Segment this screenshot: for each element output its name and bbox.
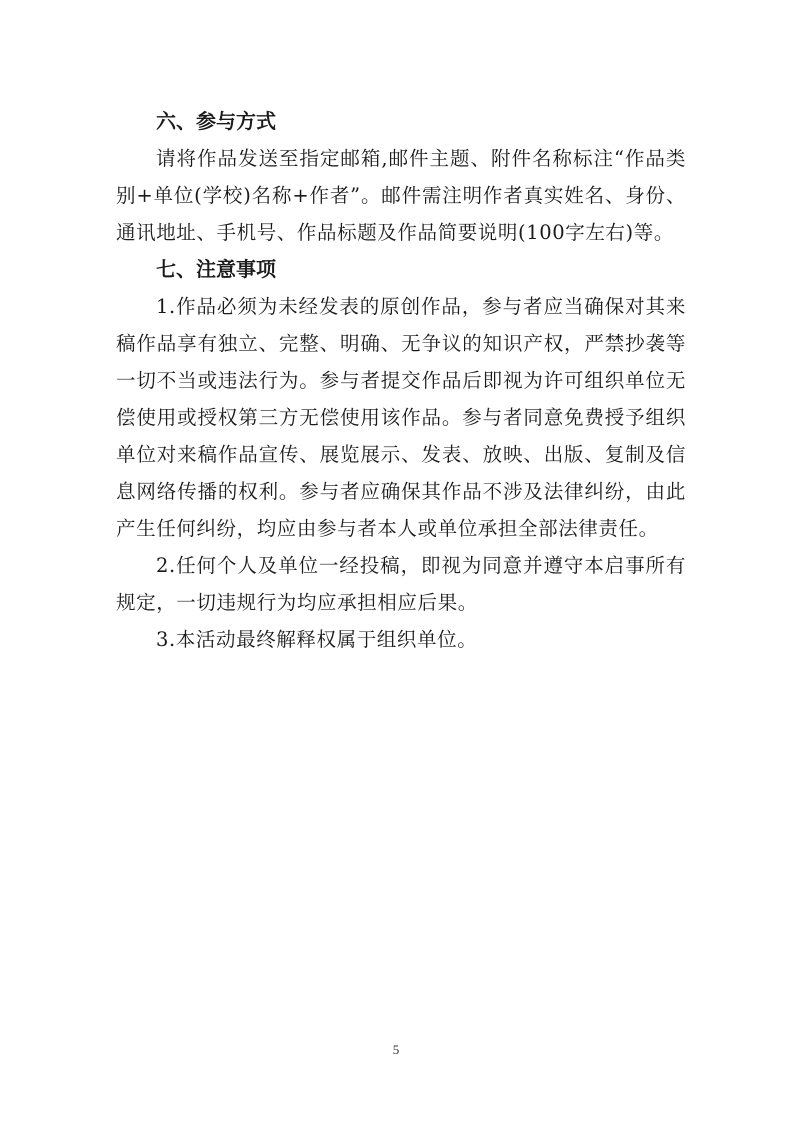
document-body <box>116 103 686 658</box>
page-number: 5 <box>392 1042 400 1057</box>
paragraph-note-1: 1.作品必须为未经发表的原创作品，参与者应当确保对其来稿作品享有独立、完整、明确、无争议的知识产权，严禁抄袭等一切不当或违法行为。参与者提交作品后即视为许可组织单位无偿使用或授权第三方无偿使用该作品。参与者同意免费授予组织单位对来稿作品宣传、展览展示、发表、放映、出版、复制及信息网络传播的权利。参与者应确保其作品不涉及法律纠纷，由此产生任何纠纷，均应由参与者本人或单位承担全部法律责任。 <box>116 295 686 540</box>
paragraph-note-3: 3.本活动最终解释权属于组织单位。 <box>156 628 478 651</box>
section-heading-participation: 六、参与方式 <box>156 109 276 133</box>
paragraph-note-2: 2.任何个人及单位一经投稿，即视为同意并遵守本启事所有规定，一切违规行为均应承担相应后果。 <box>116 554 686 614</box>
section-notes <box>116 251 686 658</box>
section-participation <box>116 103 686 251</box>
section-heading-notes: 七、注意事项 <box>156 257 276 281</box>
paragraph-participation-method: 请将作品发送至指定邮箱,邮件主题、附件名称标注“作品类别+单位(学校)名称+作者”。邮件需注明作者真实姓名、身份、通讯地址、手机号、作品标题及作品简要说明(100字左右)等。 <box>116 147 686 244</box>
